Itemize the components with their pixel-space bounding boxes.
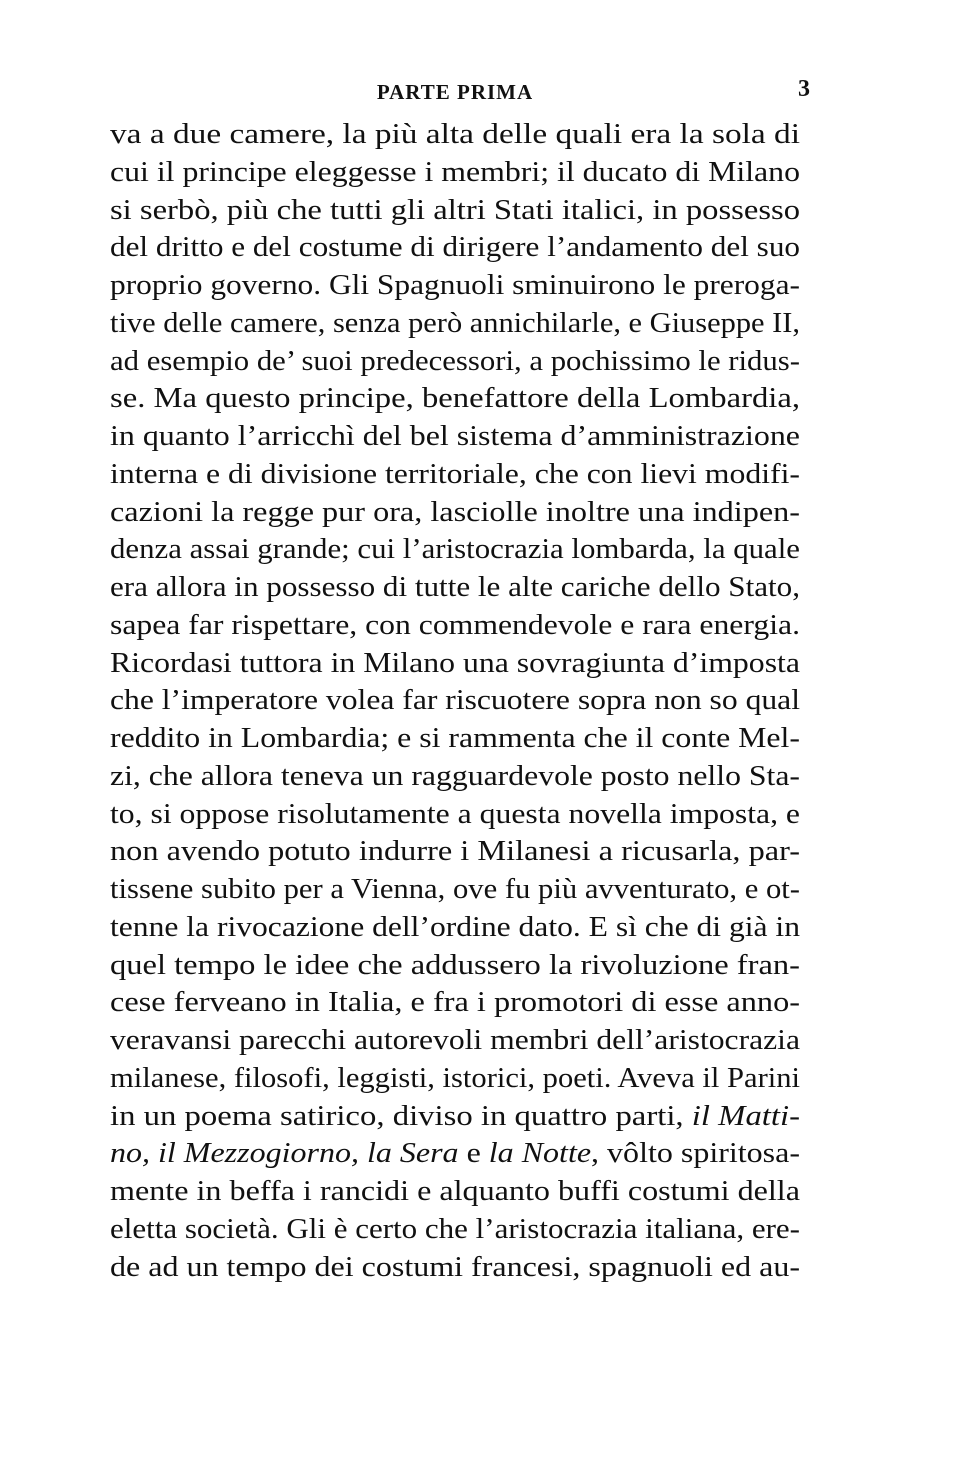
text-segment: zi, che allora teneva un ragguardevole posto nello Sta- — [110, 759, 800, 792]
text-line-content — [110, 1022, 800, 1060]
text-line — [110, 116, 800, 154]
text-line — [110, 720, 800, 758]
text-line — [110, 1022, 800, 1060]
text-segment: e — [458, 1137, 489, 1170]
text-segment: sapea far rispettare, con commendevole e rara energia. — [110, 608, 800, 641]
page-header — [110, 76, 810, 110]
text-line — [110, 1211, 800, 1249]
text-line — [110, 569, 800, 607]
text-segment: va a due camere, la più alta delle quali era la sola di — [110, 118, 800, 150]
text-segment: denza assai grande; cui l’aristocrazia lombarda, la quale — [110, 533, 800, 566]
text-line — [110, 1173, 800, 1211]
text-segment: tissene subito per a Vienna, ove fu più avventurato, e ot- — [110, 873, 800, 905]
text-line-content — [110, 1060, 800, 1098]
text-line — [110, 871, 800, 909]
text-line — [110, 758, 800, 796]
text-segment: de ad un tempo dei costumi francesi, spagnuoli ed au- — [110, 1250, 800, 1283]
text-segment: in un poema satirico, diviso in quattro parti, — [110, 1099, 692, 1132]
body-text — [110, 116, 800, 1286]
text-line-content — [110, 607, 800, 645]
text-line-content — [110, 947, 800, 985]
text-line-content — [110, 796, 800, 834]
text-segment: eletta società. Gli è certo che l’aristocrazia italiana, ere- — [110, 1212, 800, 1245]
text-segment: non avendo potuto indurre i Milanesi a ricusarla, par- — [110, 835, 800, 868]
text-segment: se. Ma questo principe, benefattore della Lombardia, — [110, 382, 801, 415]
text-segment: tive delle camere, senza però annichilarle, e Giuseppe II, — [110, 306, 800, 339]
text-segment: cui il principe eleggesse i membri; il ducato di Milano — [110, 155, 800, 188]
text-line-content — [110, 494, 800, 532]
text-line-content — [110, 1249, 800, 1287]
text-segment: quel tempo le idee che addussero la rivoluzione fran- — [110, 948, 800, 981]
text-line-content — [110, 645, 800, 683]
running-title: PARTE PRIMA — [376, 80, 534, 104]
text-line-content — [110, 871, 800, 909]
text-line — [110, 909, 800, 947]
text-segment: proprio governo. Gli Spagnuoli sminuirono le preroga- — [110, 269, 800, 301]
text-line-content — [110, 229, 800, 267]
text-line-content — [110, 569, 800, 607]
text-line — [110, 984, 800, 1022]
text-line — [110, 1098, 800, 1136]
text-line-content — [110, 192, 800, 230]
text-segment: in quanto l’arricchì del bel sistema d’amministrazione — [110, 420, 800, 452]
text-segment: era allora in possesso di tutte le alte cariche dello Stato, — [110, 571, 801, 603]
text-line-content — [110, 682, 800, 720]
text-line — [110, 267, 800, 305]
text-segment: , vôlto spiritosa- — [591, 1137, 800, 1170]
italic-text-segment: la Sera — [366, 1137, 459, 1170]
text-line-content — [110, 267, 800, 305]
text-line — [110, 645, 800, 683]
text-line — [110, 796, 800, 834]
text-line — [110, 1060, 800, 1098]
text-line-content — [110, 116, 800, 154]
text-line — [110, 1135, 800, 1173]
text-line-content — [110, 380, 800, 418]
text-line-content — [110, 1098, 800, 1136]
text-segment: cese ferveano in Italia, e fra i promotori di esse anno- — [110, 986, 800, 1019]
text-segment: Ricordasi tuttora in Milano una sovragiunta d’imposta — [110, 646, 800, 679]
text-line-content — [110, 833, 800, 871]
text-line — [110, 418, 800, 456]
text-segment: che l’imperatore volea far riscuotere sopra non so qual — [110, 684, 800, 717]
text-line — [110, 154, 800, 192]
text-line-content — [110, 343, 800, 381]
italic-text-segment: la Notte — [488, 1137, 592, 1170]
text-line — [110, 682, 800, 720]
text-line — [110, 343, 800, 381]
text-line — [110, 833, 800, 871]
text-line — [110, 494, 800, 532]
text-segment: veravansi parecchi autorevoli membri dell’aristocrazia — [110, 1024, 800, 1056]
text-line — [110, 1249, 800, 1287]
text-line-content — [110, 1173, 800, 1211]
text-segment: milanese, filosofi, leggisti, istorici, poeti. Aveva il Parini — [110, 1061, 800, 1094]
text-line-content — [110, 909, 800, 947]
text-line-content — [110, 154, 800, 192]
text-line-content — [110, 758, 800, 796]
text-segment: interna e di divisione territoriale, che con lievi modifi- — [110, 457, 800, 490]
text-segment: del dritto e del costume di dirigere l’andamento del suo — [110, 231, 800, 264]
text-line — [110, 607, 800, 645]
text-line-content — [110, 456, 800, 494]
text-line — [110, 192, 800, 230]
text-segment: cazioni la regge pur ora, lasciolle inoltre una indipen- — [110, 495, 800, 528]
text-line — [110, 229, 800, 267]
text-line — [110, 947, 800, 985]
text-segment: si serbò, più che tutti gli altri Stati italici, in possesso — [110, 193, 800, 226]
text-line — [110, 456, 800, 494]
text-line-content — [110, 305, 800, 343]
text-segment: tenne la rivocazione dell’ordine dato. E sì che di già in — [110, 910, 800, 943]
text-line — [110, 531, 800, 569]
text-line — [110, 305, 800, 343]
text-line-content — [110, 984, 800, 1022]
italic-text-segment: no, il Mezzogiorno, — [110, 1137, 367, 1170]
text-line-content — [110, 1211, 800, 1249]
text-segment: ad esempio de’ suoi predecessori, a pochissimo le ridus- — [110, 344, 800, 377]
text-line-content — [110, 1135, 800, 1173]
text-segment: to, si oppose risolutamente a questa novella imposta, e — [110, 797, 800, 830]
text-line-content — [110, 418, 800, 456]
text-line-content — [110, 720, 800, 758]
text-segment: reddito in Lombardia; e si rammenta che il conte Mel- — [110, 722, 800, 754]
text-segment: mente in beffa i rancidi e alquanto buffi costumi della — [110, 1175, 800, 1207]
text-line-content — [110, 531, 800, 569]
italic-text-segment: il Matti- — [691, 1099, 800, 1132]
page-number: 3 — [798, 76, 810, 102]
text-line — [110, 380, 800, 418]
